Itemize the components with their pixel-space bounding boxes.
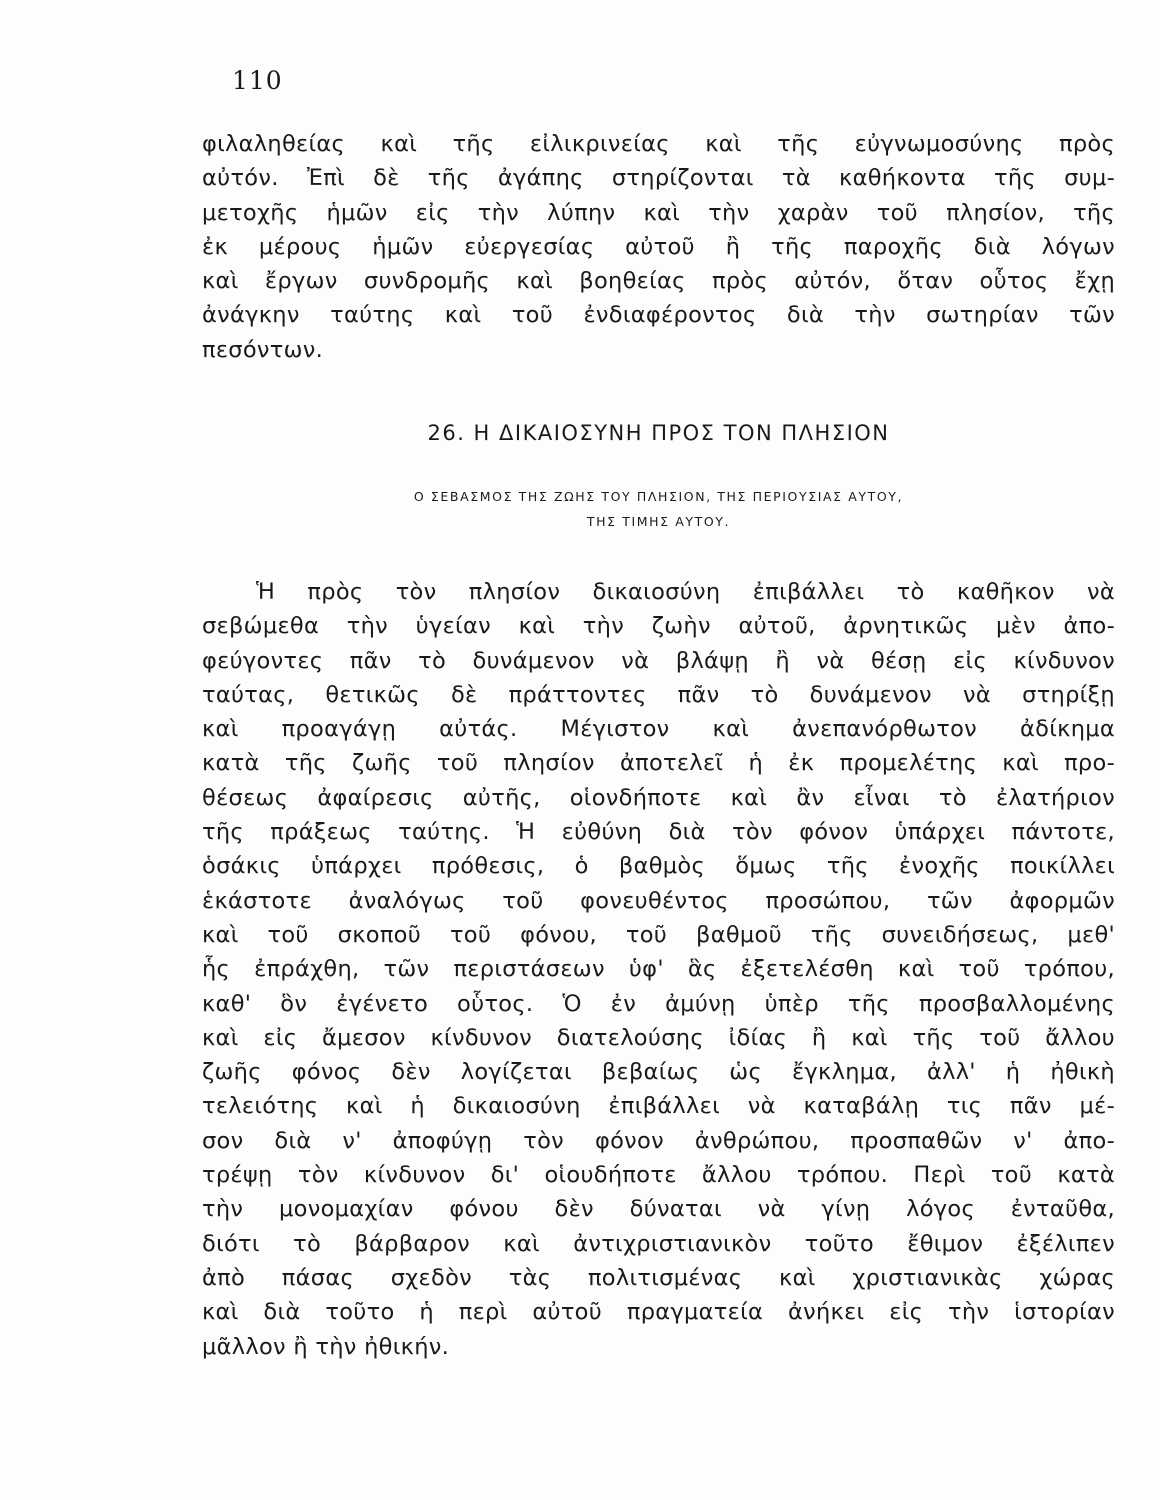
paragraph-block-1	[202, 127, 1115, 367]
text-line: τελειότης καὶ ἡ δικαιοσύνη ἐπιβάλλει νὰ καταβάλῃ τις πᾶν μέ-	[202, 1093, 1115, 1120]
text-line: καὶ τοῦ σκοποῦ τοῦ φόνου, τοῦ βαθμοῦ τῆς συνειδήσεως, μεθ'	[202, 921, 1115, 948]
text-line: ζωῆς φόνος δὲν λογίζεται βεβαίως ὡς ἔγκλημα, ἀλλ' ἡ ἠθικὴ	[202, 1059, 1115, 1086]
text-line: καθ' ὃν ἐγένετο οὗτος. Ὁ ἐν ἀμύνῃ ὑπὲρ τῆς προσβαλλομένης	[202, 990, 1115, 1017]
section-heading: 26. Η ΔΙΚΑΙΟΣΥΝΗ ΠΡΟΣ ΤΟΝ ΠΛΗΣΙΟΝ	[427, 421, 890, 445]
text-line: φιλαληθείας καὶ τῆς εἰλικρινείας καὶ τῆς εὐγνωμοσύνης πρὸς	[202, 131, 1115, 157]
text-line: φεύγοντες πᾶν τὸ δυνάμενον νὰ βλάψῃ ἢ νὰ θέσῃ εἰς κίνδυνον	[202, 647, 1115, 674]
text-line: ἀνάγκην ταύτης καὶ τοῦ ἐνδιαφέροντος διὰ τὴν σωτηρίαν τῶν	[202, 302, 1115, 329]
text-line: καὶ προαγάγῃ αὐτάς. Μέγιστον καὶ ἀνεπανόρθωτον ἀδίκημα	[202, 716, 1115, 743]
subheading-line: ΤΗΣ ΤΙΜΗΣ ΑΥΤΟΥ.	[586, 514, 731, 529]
text-line: καὶ ἔργων συνδρομῆς καὶ βοηθείας πρὸς αὐτόν, ὅταν οὗτος ἔχῃ	[202, 268, 1115, 295]
text-line: αὐτόν. Ἐπὶ δὲ τῆς ἀγάπης στηρίζονται τὰ καθήκοντα τῆς συμ-	[202, 165, 1115, 192]
text-line: καὶ εἰς ἄμεσον κίνδυνον διατελούσης ἰδίας ἢ καὶ τῆς τοῦ ἄλλου	[202, 1024, 1115, 1051]
text-line: τὴν μονομαχίαν φόνου δὲν δύναται νὰ γίνῃ λόγος ἐνταῦθα,	[202, 1196, 1115, 1223]
text-line: τρέψῃ τὸν κίνδυνον δι' οἱουδήποτε ἄλλου τρόπου. Περὶ τοῦ κατὰ	[202, 1162, 1115, 1189]
page-number: 110	[232, 66, 283, 95]
text-line: ἑκάστοτε ἀναλόγως τοῦ φονευθέντος προσώπου, τῶν ἀφορμῶν	[202, 887, 1115, 914]
section-subheading	[202, 484, 1115, 534]
text-line: θέσεως ἀφαίρεσις αὐτῆς, οἱονδήποτε καὶ ἂν εἶναι τὸ ἐλατήριον	[202, 784, 1115, 811]
paragraph-block-2	[202, 575, 1115, 1364]
subheading-line: Ο ΣΕΒΑΣΜΟΣ ΤΗΣ ΖΩΗΣ ΤΟΥ ΠΛΗΣΙΟΝ, ΤΗΣ ΠΕΡΙΟΥΣΙΑΣ ΑΥΤΟΥ,	[413, 489, 904, 504]
text-line: διότι τὸ βάρβαρον καὶ ἀντιχριστιανικὸν τοῦτο ἔθιμον ἐξέλιπεν	[202, 1230, 1115, 1257]
text-line: ἀπὸ πάσας σχεδὸν τὰς πολιτισμένας καὶ χριστιανικὰς χώρας	[202, 1264, 1115, 1291]
text-line: κατὰ τῆς ζωῆς τοῦ πλησίον ἀποτελεῖ ἡ ἐκ προμελέτης καὶ προ-	[202, 750, 1115, 777]
text-line: Ἡ πρὸς τὸν πλησίον δικαιοσύνη ἐπιβάλλει τὸ καθῆκον νὰ	[256, 579, 1115, 605]
text-line: ἐκ μέρους ἡμῶν εὐεργεσίας αὐτοῦ ἢ τῆς παροχῆς διὰ λόγων	[202, 233, 1115, 260]
text-line: ὁσάκις ὑπάρχει πρόθεσις, ὁ βαθμὸς ὅμως τῆς ἐνοχῆς ποικίλλει	[202, 853, 1115, 880]
text-line: μᾶλλον ἢ τὴν ἠθικήν.	[202, 1333, 450, 1360]
text-line: σον διὰ ν' ἀποφύγῃ τὸν φόνον ἀνθρώπου, προσπαθῶν ν' ἀπο-	[202, 1127, 1115, 1154]
text-line: τῆς πράξεως ταύτης. Ἡ εὐθύνη διὰ τὸν φόνον ὑπάρχει πάντοτε,	[202, 819, 1115, 846]
text-line: ἧς ἐπράχθη, τῶν περιστάσεων ὑφ' ἃς ἐξετελέσθη καὶ τοῦ τρόπου,	[202, 956, 1115, 983]
text-line: καὶ διὰ τοῦτο ἡ περὶ αὐτοῦ πραγματεία ἀνήκει εἰς τὴν ἱστορίαν	[202, 1299, 1115, 1326]
text-line: σεβώμεθα τὴν ὑγείαν καὶ τὴν ζωὴν αὐτοῦ, ἀρνητικῶς μὲν ἀπο-	[202, 613, 1115, 640]
text-line: πεσόντων.	[202, 336, 324, 363]
text-line: μετοχῆς ἡμῶν εἰς τὴν λύπην καὶ τὴν χαρὰν τοῦ πλησίον, τῆς	[202, 199, 1115, 226]
text-line: ταύτας, θετικῶς δὲ πράττοντες πᾶν τὸ δυνάμενον νὰ στηρίξῃ	[202, 681, 1115, 708]
